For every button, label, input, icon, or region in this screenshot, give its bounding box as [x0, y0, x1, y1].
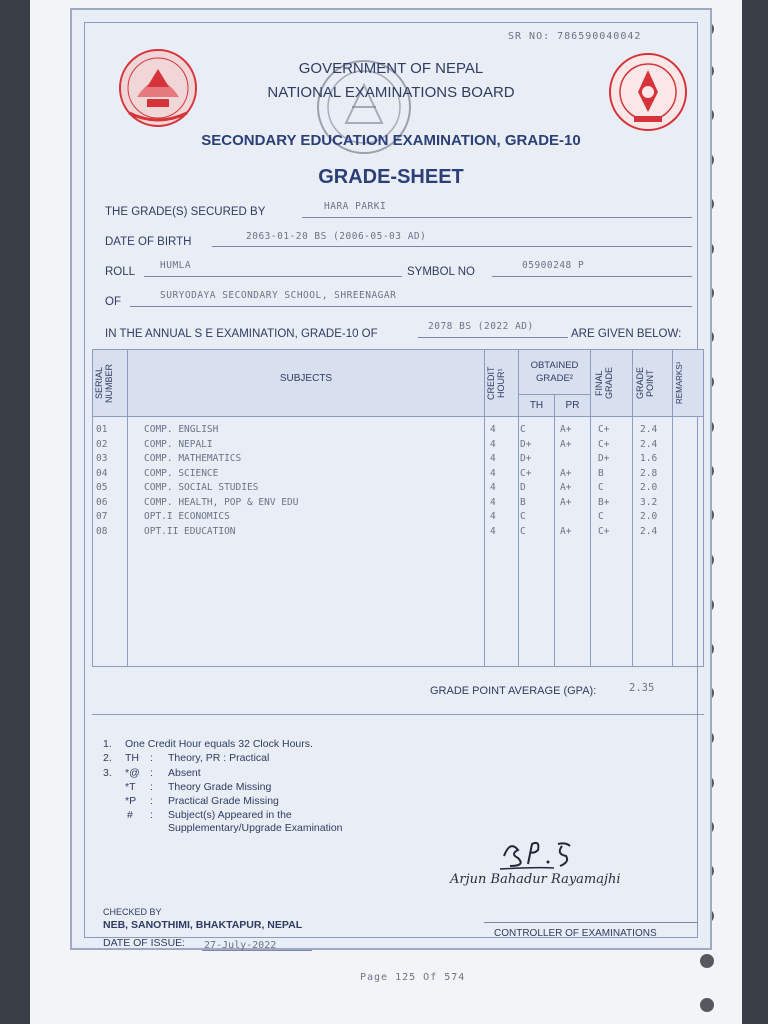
cell-pr: A+: [560, 424, 572, 435]
cell-credit: 4: [490, 511, 496, 522]
signature-scrawl: [496, 836, 586, 872]
table-divider: [518, 394, 590, 395]
gpa-label: GRADE POINT AVERAGE (GPA):: [430, 685, 597, 697]
board-title: NATIONAL EXAMINATIONS BOARD: [267, 84, 515, 101]
cell-point: 2.4: [640, 438, 658, 450]
cell-th: C: [520, 525, 526, 537]
note-number: 1.: [103, 738, 112, 750]
school-name: SURYODAYA SECONDARY SCHOOL, SHREENAGAR: [160, 290, 397, 301]
table-row: [92, 497, 704, 511]
cell-credit: 4: [490, 496, 496, 508]
cell-subject: COMP. ENGLISH: [144, 424, 219, 435]
cell-sn: 02: [96, 438, 108, 450]
note-practical-missing: Practical Grade Missing: [168, 795, 279, 807]
rule: [492, 276, 692, 277]
cell-final: C+: [598, 438, 610, 450]
header-pr: PR: [565, 400, 580, 411]
cell-credit: 4: [490, 424, 496, 435]
government-title: GOVERNMENT OF NEPAL: [298, 60, 484, 77]
given-below-label: ARE GIVEN BELOW:: [571, 328, 682, 340]
cell-subject: COMP. SCIENCE: [144, 467, 219, 479]
cell-pr: A+: [560, 525, 572, 537]
table-row: [92, 511, 704, 525]
cell-th: D: [520, 482, 526, 493]
note-colon: :: [150, 809, 153, 821]
note-theory-missing: Theory Grade Missing: [168, 781, 272, 793]
cell-subject: COMP. NEPALI: [144, 438, 213, 450]
cell-pr: A+: [560, 438, 572, 450]
cell-point: 2.4: [640, 424, 658, 435]
issuer-address: NEB, SANOTHIMI, BHAKTAPUR, NEPAL: [103, 919, 303, 931]
roll-label: ROLL: [105, 266, 136, 278]
note-absent: Absent: [168, 767, 201, 779]
cell-final: B+: [598, 496, 610, 508]
cell-credit: 4: [490, 438, 496, 450]
cell-subject: OPT.II EDUCATION: [144, 525, 236, 537]
rule: [484, 922, 698, 923]
cell-point: 1.6: [640, 453, 658, 464]
punch-hole: [700, 954, 714, 968]
table-row: [92, 439, 704, 453]
cell-pr: A+: [560, 467, 572, 479]
controller-title: CONTROLLER OF EXAMINATIONS: [494, 928, 657, 939]
table-row: [92, 453, 704, 467]
cell-credit: 4: [490, 467, 496, 479]
cell-final: C+: [598, 424, 610, 435]
note-th-pr: Theory, PR : Practical: [168, 752, 270, 764]
note-colon: :: [150, 752, 153, 764]
header-credit-hour: CREDIT HOUR¹: [486, 366, 506, 400]
date-of-issue: 27-July-2022: [204, 940, 277, 951]
note-colon: :: [150, 767, 153, 779]
table-row: [92, 482, 704, 496]
rule: [418, 337, 568, 338]
cell-sn: 01: [96, 424, 108, 435]
gpa-value: 2.35: [629, 682, 655, 694]
dob-label: DATE OF BIRTH: [105, 236, 192, 248]
cell-sn: 03: [96, 453, 108, 464]
header-grade-point: GRADE POINT: [635, 367, 655, 400]
cell-th: D+: [520, 438, 532, 450]
rule: [144, 276, 402, 277]
cell-point: 2.4: [640, 525, 658, 537]
checked-by-label: CHECKED BY: [103, 907, 162, 917]
cell-sn: 06: [96, 496, 108, 508]
symbol-number: 05900248 P: [522, 260, 585, 271]
date-of-issue-label: DATE OF ISSUE:: [103, 937, 186, 949]
cell-th: D+: [520, 453, 532, 464]
date-of-birth: 2063-01-20 BS (2006-05-03 AD): [246, 231, 427, 242]
school-of-label: OF: [105, 296, 121, 308]
header-final-grade: FINAL GRADE: [594, 367, 614, 400]
table-row: [92, 526, 704, 540]
punch-hole: [700, 998, 714, 1012]
note-key: *@: [125, 767, 140, 779]
cell-sn: 08: [96, 525, 108, 537]
exam-year: 2078 BS (2022 AD): [428, 321, 534, 332]
rule: [130, 306, 692, 307]
grade-sheet: [70, 8, 712, 950]
cell-subject: OPT.I ECONOMICS: [144, 511, 230, 522]
note-key: *P: [125, 795, 137, 807]
header-remarks: REMARKS³: [675, 361, 684, 405]
rule: [212, 246, 692, 247]
cell-th: C+: [520, 467, 532, 479]
cell-final: C: [598, 511, 604, 522]
cell-subject: COMP. SOCIAL STUDIES: [144, 482, 259, 493]
signatory-name: Arjun Bahadur Rayamajhi: [450, 872, 621, 887]
secured-by-label: THE GRADE(S) SECURED BY: [105, 206, 266, 218]
cell-credit: 4: [490, 453, 496, 464]
note-key: #: [127, 809, 133, 821]
header-th: TH: [529, 400, 544, 411]
page-number: Page 125 Of 574: [360, 972, 466, 983]
note-key: *T: [125, 781, 136, 793]
cell-subject: COMP. MATHEMATICS: [144, 453, 242, 464]
header-subjects: SUBJECTS: [279, 373, 333, 384]
cell-point: 2.0: [640, 511, 658, 522]
cell-final: D+: [598, 453, 610, 464]
cell-credit: 4: [490, 525, 496, 537]
note-credit-hour: One Credit Hour equals 32 Clock Hours.: [125, 738, 313, 750]
cell-final: C: [598, 482, 604, 493]
page-title: GRADE-SHEET: [318, 166, 464, 188]
cell-pr: A+: [560, 496, 572, 508]
cell-sn: 04: [96, 467, 108, 479]
exam-label: IN THE ANNUAL S E EXAMINATION, GRADE-10 OF: [105, 328, 378, 340]
header-serial: SERIAL NUMBER: [94, 363, 114, 403]
serial-number: SR NO: 786590040042: [508, 31, 642, 42]
cell-credit: 4: [490, 482, 496, 493]
note-number: 3.: [103, 767, 112, 779]
header-obtained-grade: OBTAINED GRADE²: [530, 360, 579, 384]
cell-sn: 05: [96, 482, 108, 493]
note-colon: :: [150, 781, 153, 793]
cell-pr: A+: [560, 482, 572, 493]
table-row: [92, 424, 704, 438]
note-supplementary: Subject(s) Appeared in the: [168, 809, 292, 821]
document-photo: [30, 0, 742, 1024]
note-number: 2.: [103, 752, 112, 764]
table-row: [92, 468, 704, 482]
exam-title: SECONDARY EDUCATION EXAMINATION, GRADE-10: [201, 132, 581, 149]
cell-point: 2.0: [640, 482, 658, 493]
roll-value: HUMLA: [160, 260, 192, 271]
cell-point: 2.8: [640, 467, 658, 479]
cell-th: C: [520, 511, 526, 522]
student-name: HARA PARKI: [324, 201, 387, 212]
cell-point: 3.2: [640, 496, 658, 508]
cell-subject: COMP. HEALTH, POP & ENV EDU: [144, 496, 299, 508]
cell-th: B: [520, 496, 526, 508]
cell-final: C+: [598, 525, 610, 537]
note-key: TH: [125, 752, 139, 764]
cell-sn: 07: [96, 511, 108, 522]
note-supplementary-cont: Supplementary/Upgrade Examination: [168, 822, 343, 834]
cell-final: B: [598, 467, 604, 479]
cell-th: C: [520, 424, 526, 435]
rule: [302, 217, 692, 218]
symbol-label: SYMBOL NO: [407, 266, 475, 278]
note-colon: :: [150, 795, 153, 807]
